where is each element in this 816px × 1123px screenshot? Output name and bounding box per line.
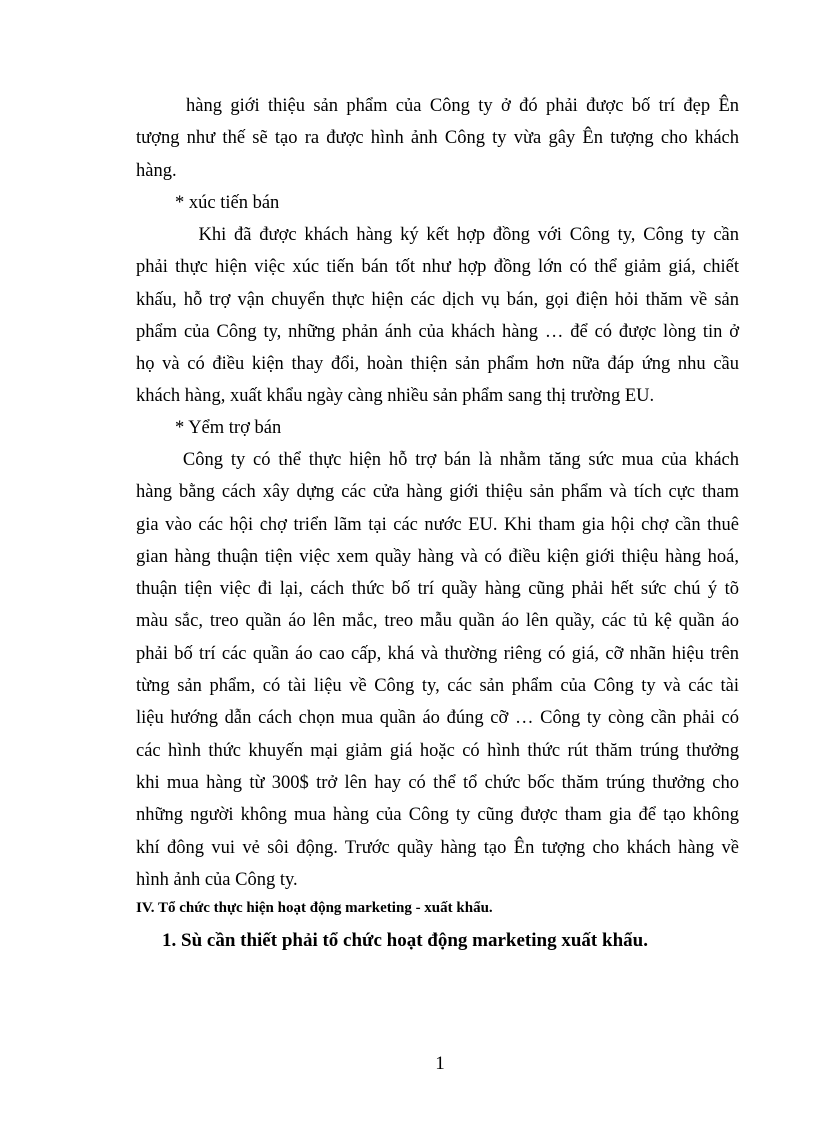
page-number: 1: [435, 1053, 445, 1074]
bullet-heading-sales-support: * Yểm trợ bán: [175, 418, 282, 438]
text-line: Công ty có thể thực hiện hỗ trợ bán là nhằm tăng sức mua của khách: [136, 450, 739, 470]
text-line: hàng giới thiệu sản phẩm của Công ty ở đó phải được bố trí đẹp Ên: [136, 96, 739, 116]
text-line: tượng như thế sẽ tạo ra được hình ảnh Công ty vừa gây Ên tượng cho khách: [136, 128, 739, 149]
paragraph-sales-support: [136, 444, 739, 896]
section-heading: IV. Tổ chức thực hiện hoạt động marketing - xuất khẩu.: [136, 900, 493, 916]
text-line: khách hàng, xuất khẩu ngày càng nhiều sản phẩm sang thị trường EU.: [136, 386, 655, 407]
text-line: họ và có điều kiện thay đổi, hoàn thiện sản phẩm hơn nữa đáp ứng nhu cầu: [136, 354, 739, 375]
text-line: gia vào các hội chợ triển lãm tại các nước EU. Khi tham gia hội chợ cần thuê: [136, 514, 739, 535]
text-line: phải thực hiện việc xúc tiến bán tốt như hợp đồng lớn có thể giảm giá, chiết: [136, 257, 739, 278]
subsection-heading: 1. Sù cần thiết phải tổ chức hoạt động marketing xuất khẩu.: [162, 930, 648, 951]
text-line: Khi đã được khách hàng ký kết hợp đồng với Công ty, Công ty cần: [136, 225, 739, 245]
text-line: thuận tiện việc đi lại, cách thức bố trí quầy hàng cũng phải hết sức chú ý tõ: [136, 579, 739, 600]
text-line: liệu hướng dẫn cách chọn mua quần áo đúng cỡ … Công ty còng cần phải có: [136, 708, 739, 729]
text-line: phẩm của Công ty, những phản ánh của khách hàng … để có được lòng tin ở: [136, 321, 739, 342]
bullet-heading-sales-promotion: * xúc tiến bán: [175, 193, 280, 213]
paragraph-intro: [136, 90, 739, 187]
text-line: những người không mua hàng của Công ty cũng được tham gia để tạo không: [136, 805, 739, 826]
text-line: gian hàng thuận tiện việc xem quầy hàng và có điều kiện giới thiệu hàng hoá,: [136, 546, 739, 567]
text-line: khấu, hỗ trợ vận chuyển thực hiện các dịch vụ bán, gọi điện hỏi thăm về sản: [136, 289, 739, 310]
text-line: phải bố trí các quần áo cao cấp, khá và thường riêng có giá, cỡ nhãn hiệu trên: [136, 643, 739, 664]
text-line: khi mua hàng từ 300$ trở lên hay có thể tổ chức bốc thăm trúng thưởng cho: [136, 772, 739, 793]
text-line: màu sắc, treo quần áo lên mắc, treo mẫu quần áo lên quầy, các tủ kệ quần áo: [136, 611, 739, 632]
text-line: hình ảnh của Công ty.: [136, 869, 298, 890]
text-line: các hình thức khuyến mại giảm giá hoặc có hình thức rút thăm trúng thưởng: [136, 740, 739, 761]
paragraph-sales-promotion: [136, 219, 739, 413]
text-line: khí đông vui vẻ sôi động. Trước quầy hàng tạo Ên tượng cho khách hàng về: [136, 837, 739, 858]
text-line: hàng bằng cách xây dựng các cửa hàng giới thiệu sản phẩm và tích cực tham: [136, 482, 739, 503]
text-line: từng sản phẩm, có tài liệu về Công ty, các sản phẩm của Công ty và các tài: [136, 676, 739, 697]
text-line: hàng.: [136, 160, 177, 181]
